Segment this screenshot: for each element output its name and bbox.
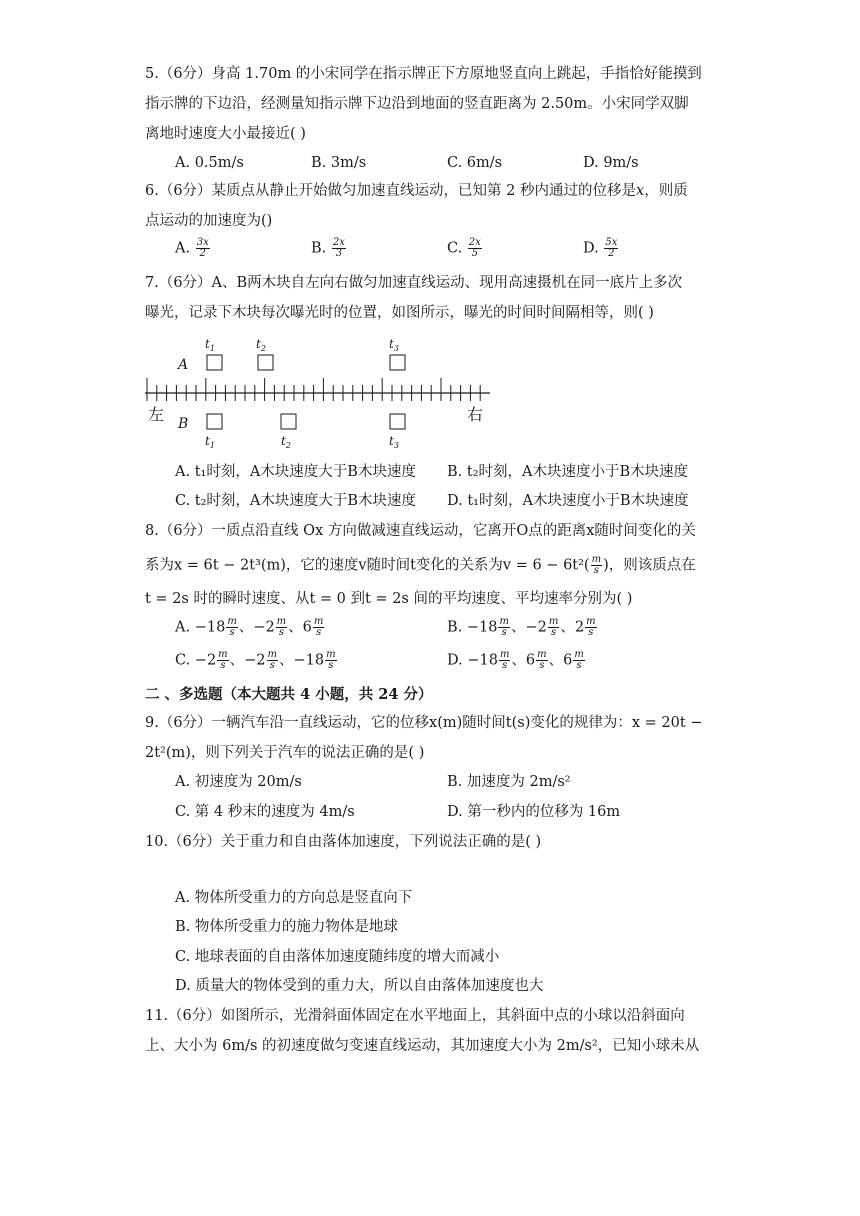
- label-right: 右: [467, 405, 484, 424]
- section-2-title: 二 、多选题（本大题共 4 小题，共 24 分）: [145, 686, 433, 703]
- q7-line-2: 曝光，记录下木块每次曝光时的位置，如图所示，曝光的时间时间隔相等，则( ): [145, 305, 654, 321]
- label-left: 左: [148, 405, 165, 424]
- q5-option-b[interactable]: B. 3m/s: [311, 155, 367, 171]
- q9-option-b[interactable]: B. 加速度为 2m/s²: [447, 774, 571, 790]
- block-a-t1: [207, 355, 222, 370]
- q9-line-2: 2t²(m)，则下列关于汽车的说法正确的是( ): [145, 745, 425, 761]
- q10-option-c[interactable]: C. 地球表面的自由落体加速度随纬度的增大而减小: [175, 949, 500, 965]
- q8-option-c[interactable]: C. −2 $\frac{m}{s}$ 、−2 $\frac{m}{s}$ 、−18 $\frac{m}{s}$: [175, 649, 336, 671]
- figure-label-b: B: [178, 416, 189, 432]
- q6-line-1: 6.（6分）某质点从静止开始做匀加速直线运动，已知第 2 秒内通过的位移是x，则质: [145, 183, 688, 199]
- block-a-t3: [390, 355, 405, 370]
- a-t3-label: $t_3$: [389, 337, 399, 353]
- b-t2-label: $t_2$: [281, 434, 291, 450]
- q5-line-3: 离地时速度大小最接近( ): [145, 126, 306, 142]
- q8-option-d[interactable]: D. −18 $\frac{m}{s}$ 、6 $\frac{m}{s}$ 、6 $\frac{m}{s}$: [447, 649, 584, 671]
- q7-figure: [140, 332, 500, 454]
- a-t1-label: $t_1$: [205, 337, 215, 353]
- a-t2-label: $t_2$: [256, 337, 266, 353]
- q5-option-d[interactable]: D. 9m/s: [583, 155, 639, 171]
- q6-option-a[interactable]: A. $\frac{3x}{2}$: [175, 237, 209, 259]
- q6-option-d[interactable]: D. $\frac{5x}{2}$: [583, 237, 618, 259]
- q8-line-3: t = 2s 时的瞬时速度、从t = 0 到t = 2s 间的平均速度、平均速率分别为( ): [145, 591, 633, 607]
- q10-option-b[interactable]: B. 物体所受重力的施力物体是地球: [175, 919, 398, 935]
- q8-line-2: 系为x = 6t − 2t³(m)，它的速度v随时间t变化的关系为v = 6 − 6t²( $\frac{m}{s}$ )，则该质点在: [145, 554, 696, 576]
- q10-option-a[interactable]: A. 物体所受重力的方向总是竖直向下: [175, 890, 413, 906]
- q8-option-a[interactable]: A. −18 $\frac{m}{s}$ 、−2 $\frac{m}{s}$ 、6 $\frac{m}{s}$: [175, 616, 324, 638]
- q9-option-a[interactable]: A. 初速度为 20m/s: [175, 774, 302, 790]
- q7-option-c[interactable]: C. t₂时刻，A木块速度大于B木块速度: [175, 493, 417, 509]
- q7-line-1: 7.（6分）A、B两木块自左向右做匀加速直线运动、现用高速摄机在同一底片上多次: [145, 275, 683, 291]
- block-b-t3: [390, 414, 405, 429]
- q7-option-d[interactable]: D. t₁时刻，A木块速度小于B木块速度: [447, 493, 689, 509]
- block-a-t2: [258, 355, 273, 370]
- block-b-t1: [207, 414, 222, 429]
- q11-line-1: 11.（6分）如图所示，光滑斜面体固定在水平地面上，其斜面中点的小球以沿斜面向: [145, 1008, 685, 1024]
- q9-option-d[interactable]: D. 第一秒内的位移为 16m: [447, 804, 621, 820]
- q11-line-2: 上、大小为 6m/s 的初速度做匀变速直线运动，其加速度大小为 2m/s²，已知小球未从: [145, 1038, 700, 1054]
- q8-line-1: 8.（6分）一质点沿直线 Ox 方向做减速直线运动，它离开O点的距离x随时间变化的关: [145, 523, 696, 539]
- q6-line-2: 点运动的加速度为(): [145, 213, 273, 229]
- q10-option-d[interactable]: D. 质量大的物体受到的重力大，所以自由落体加速度也大: [175, 978, 544, 994]
- q5-option-c[interactable]: C. 6m/s: [447, 155, 503, 171]
- q5-line-2: 指示牌的下边沿，经测量知指示牌下边沿到地面的竖直距离为 2.50m。小宋同学双脚: [145, 96, 689, 112]
- q8-option-b[interactable]: B. −18 $\frac{m}{s}$ 、−2 $\frac{m}{s}$ 、2 $\frac{m}{s}$: [447, 616, 596, 638]
- b-t1-label: $t_1$: [205, 434, 215, 450]
- q9-option-c[interactable]: C. 第 4 秒末的速度为 4m/s: [175, 804, 355, 820]
- q6-option-c[interactable]: C. $\frac{2x}{5}$: [447, 237, 481, 259]
- b-t3-label: $t_3$: [389, 434, 399, 450]
- q6-option-b[interactable]: B. $\frac{2x}{3}$: [311, 237, 345, 259]
- q7-option-a[interactable]: A. t₁时刻，A木块速度大于B木块速度: [175, 464, 416, 480]
- q7-option-b[interactable]: B. t₂时刻，A木块速度小于B木块速度: [447, 464, 689, 480]
- q10-line-1: 10.（6分）关于重力和自由落体加速度，下列说法正确的是( ): [145, 834, 542, 850]
- figure-label-a: A: [178, 357, 189, 373]
- q5-line-1: 5.（6分）身高 1.70m 的小宋同学在指示牌正下方原地竖直向上跳起，手指恰好能摸到: [145, 66, 702, 82]
- ruler-ticks: [147, 378, 480, 401]
- q9-line-1: 9.（6分）一辆汽车沿一直线运动，它的位移x(m)随时间t(s)变化的规律为：x = 20t −: [145, 715, 703, 731]
- block-b-t2: [281, 414, 296, 429]
- q5-option-a[interactable]: A. 0.5m/s: [175, 155, 244, 171]
